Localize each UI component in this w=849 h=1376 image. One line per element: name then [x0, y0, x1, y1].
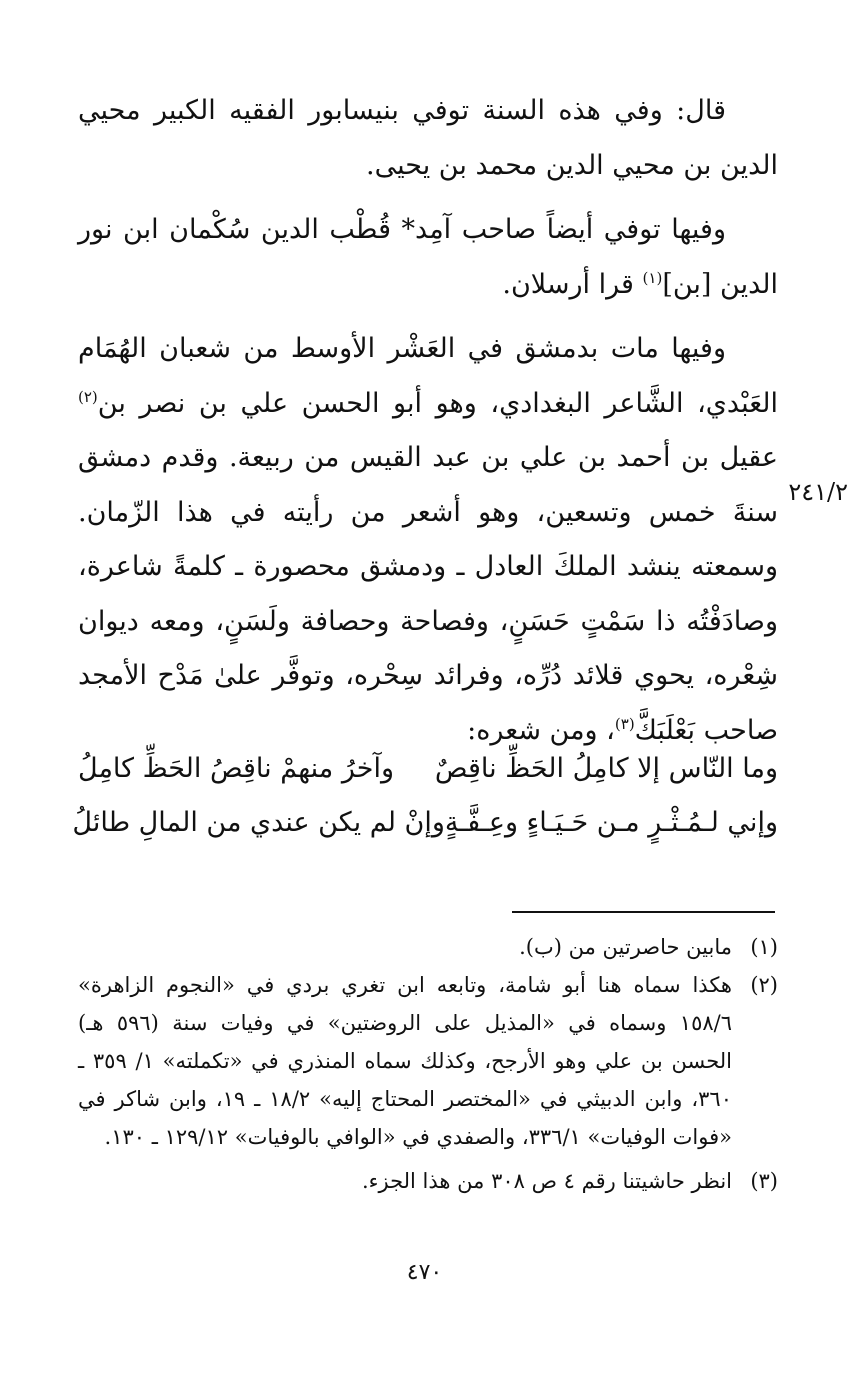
poem-verses: [72, 742, 778, 850]
footnote-text: مابين حاصرتين من (ب).: [519, 935, 732, 959]
verse-first-hemistich: وما النّاس إلا كامِلُ الحَظِّ ناقِصٌ: [434, 753, 778, 784]
footnotes: [78, 928, 778, 1200]
verse-line: [78, 742, 778, 796]
footnote-number: (٢): [750, 973, 778, 997]
verse-second-hemistich: وإنْ لم يكن عندي من المالِ طائلُ: [72, 807, 445, 838]
verse-second-hemistich: وآخرُ منهمْ ناقِصُ الحَظِّ كامِلُ: [78, 753, 394, 784]
footnote-ref-1: (١): [642, 268, 663, 287]
footnote-separator: [512, 911, 775, 913]
main-text: [78, 84, 778, 758]
page-number: ٤٧٠: [406, 1260, 443, 1285]
footnote-item: [78, 966, 778, 1156]
footnote-item: [78, 1162, 778, 1200]
paragraph-2-start: وفيها توفي أيضاً صاحب آمِد* قُطْب الدين سُكْمان ابن نور الدين [بن]: [78, 214, 778, 300]
footnote-text: هكذا سماه هنا أبو شامة، وتابعه ابن تغري بردي في «النجوم الزاهرة» ١٥٨/٦ وسماه في «المذيل على الروضتين» في وفيات سنة (٥٩٦ هـ) الحسن بن علي وهو الأرجح، وكذلك سماه المنذري في «تكملته» ١/ ٣٥٩ ـ ٣٦٠، وابن الدبيثي في «المختصر المحتاج إليه» ١٨/٢ ـ ١٩، وابن شاكر في «فوات الوفيات» ٣٣٦/١، والصفدي في «الوافي بالوفيات» ١٢٩/١٢ ـ ١٣٠.: [78, 973, 733, 1149]
paragraph-3-end: ، ومن شعره:: [467, 714, 615, 746]
verse-first-hemistich: وإني لـمُـثْـرٍ مـن حَـيَـاءٍ وعِـفَّـةٍ: [444, 807, 778, 838]
footnote-ref-3: (٣): [614, 714, 635, 733]
paragraph-3: [78, 322, 778, 758]
footnote-number: (٣): [750, 1169, 778, 1193]
paragraph-3-start: وفيها مات بدمشق في العَشْر الأوسط من شعبان الهُمَام العَبْدي، الشَّاعر البغدادي، وهو أبو الحسن علي بن نصر بن: [78, 333, 778, 419]
verse-line: [72, 796, 778, 850]
paragraph-2: [78, 203, 778, 312]
paragraph-2-end: قرا أرسلان.: [502, 268, 643, 300]
footnote-number: (١): [750, 935, 778, 959]
paragraph-3-middle: عقيل بن أحمد بن علي بن عبد القيس من ربيعة. وقدم دمشق سنةَ خمس وتسعين، وهو أشعر من رأيته في هذا الزّمان. وسمعته ينشد الملكَ العادل ـ ودمشق محصورة ـ كلمةً شاعرة، وصادَفْتُه ذا سَمْتٍ حَسَنٍ، وفصاحة وحصافة ولَسَنٍ، ومعه ديوان شِعْره، يحوي قلائد دُرِّه، وفرائد سِحْره، وتوفَّر علىٰ مَدْح الأمجد صاحب بَعْلَبَكَّ: [78, 442, 778, 746]
footnote-text: انظر حاشيتنا رقم ٤ ص ٣٠٨ من هذا الجزء.: [361, 1169, 732, 1193]
margin-reference: ٢٤١/٢: [788, 478, 848, 506]
paragraph-1: قال: وفي هذه السنة توفي بنيسابور الفقيه الكبير محيي الدين بن محيي الدين محمد بن يحيى.: [78, 95, 778, 181]
footnote-ref-2: (٢): [78, 387, 98, 406]
footnote-item: [78, 928, 778, 966]
